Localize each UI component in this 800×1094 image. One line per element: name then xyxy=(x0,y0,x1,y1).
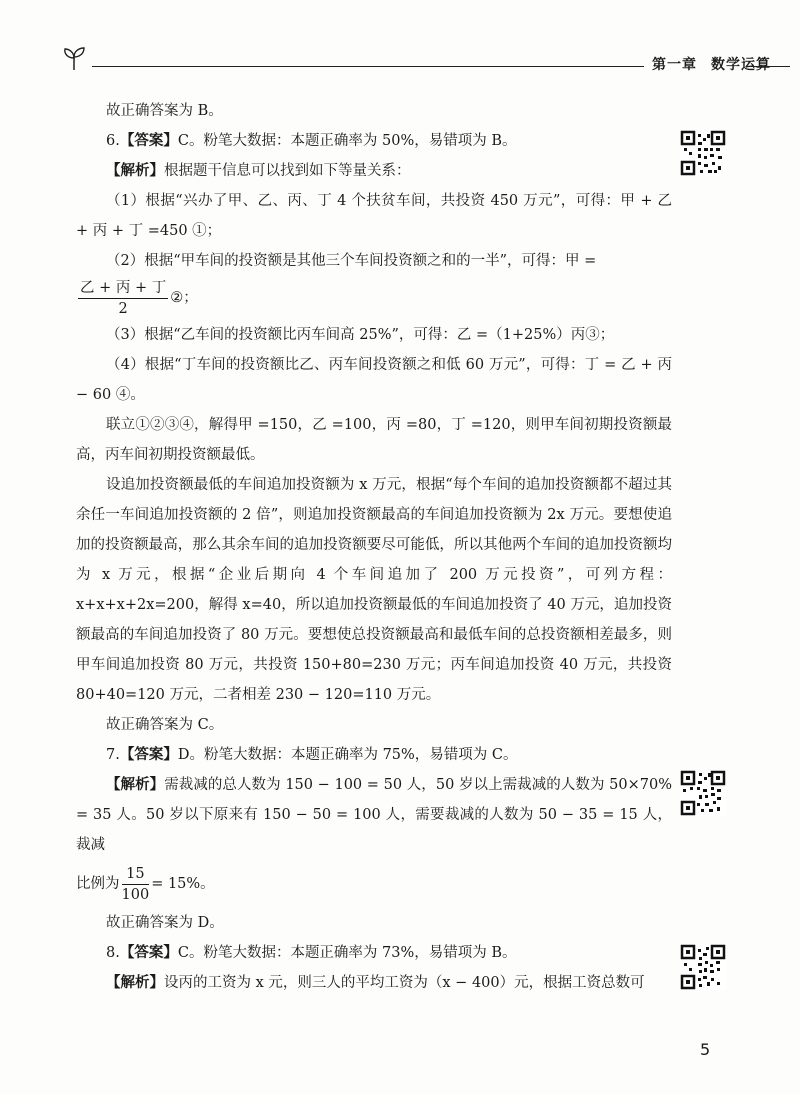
qr-code-icon[interactable] xyxy=(680,770,726,816)
page-header xyxy=(60,44,790,74)
q7-final: 故正确答案为 D。 xyxy=(106,915,224,931)
q8-explanation: 【解析】设丙的工资为 x 元，则三人的平均工资为（x − 400）元，根据工资总数可 xyxy=(106,974,645,991)
q6-condition-2: （2）根据“甲车间的投资额是其他三个车间投资额之和的一半”，可得：甲 = xyxy=(106,253,597,269)
answer-conclusion: 故正确答案为 B。 xyxy=(106,103,223,119)
fraction: $\frac{\text{乙 + 丙 + 丁}}{2}$ xyxy=(80,279,167,317)
q6-final: 故正确答案为 C。 xyxy=(106,717,224,733)
q8-answer: 8.【答案】C。粉笔大数据：本题正确率为 73%，易错项为 B。 xyxy=(106,944,517,961)
page-body xyxy=(76,96,672,998)
q7-explanation: 【解析】需裁减的总人数为 150 − 100 = 50 人，50 岁以上需裁减的人数为 50×70% = 35 人。50 岁以下原来有 150 − 50 = 100 人，需要裁减的人数为 50 − 35 = 15 人，裁减 xyxy=(76,776,672,853)
q6-explanation: 【解析】根据题干信息可以找到如下等量关系： xyxy=(106,162,411,179)
section-title: 数学运算 xyxy=(711,57,771,73)
q6-condition-1: （1）根据“兴办了甲、乙、丙、丁 4 个扶贫车间，共投资 450 万元”，可得：甲 + 乙 + 丙 + 丁 =450 ①； xyxy=(76,193,672,239)
q6-condition-4: （4）根据“丁车间的投资额比乙、丙车间投资额之和低 60 万元”，可得：丁 = 乙 + 丙 − 60 ④。 xyxy=(76,357,672,403)
q7-answer: 7.【答案】D。粉笔大数据：本题正确率为 75%，易错项为 C。 xyxy=(106,746,518,763)
header-rule xyxy=(92,66,644,67)
q6-reasoning: 设追加投资额最低的车间追加投资额为 x 万元，根据“每个车间的追加投资额都不超过其余任一车间追加投资额的 2 倍”，则追加投资额最高的车间追加投资额为 2x 万元。要想使追加的投资额最高，那么其余车间的追加投资额要尽可能低，所以其他两个车间的追加投资额均为 x 万元，根据“企业后期向 4 个车间追加了 200 万元投资”，可列方程：x+x+x+2x=200，解得 x=40，所以追加投资额最低的车间追加投资了 40 万元，追加投资额最高的车间追加投资了 80 万元。要想使总投资额最高和最低车间的总投资额相差最多，则甲车间追加投资 80 万元，共投资 150+80=230 万元；丙车间追加投资 40 万元，共投资 80+40=120 万元，二者相差 230 − 120=110 万元。 xyxy=(76,477,672,703)
q7-ratio: 比例为 $\frac{15}{100}$ = 15%。 xyxy=(76,865,215,903)
sprout-icon xyxy=(60,44,90,74)
chapter-number: 第一章 xyxy=(652,57,697,73)
q6-condition-2-fraction: $\frac{\text{乙 + 丙 + 丁}}{2}$ ②； xyxy=(80,279,198,317)
q6-solution: 联立①②③④，解得甲 =150，乙 =100，丙 =80，丁 =120，则甲车间初期投资额最高，丙车间初期投资额最低。 xyxy=(76,417,672,463)
qr-code-icon[interactable] xyxy=(680,944,726,990)
qr-code-icon[interactable] xyxy=(680,130,726,176)
chapter-title xyxy=(652,54,785,74)
page-number: 5 xyxy=(700,1040,711,1059)
q6-answer: 6.【答案】C。粉笔大数据：本题正确率为 50%，易错项为 B。 xyxy=(106,132,517,149)
header-rule-end xyxy=(746,66,790,67)
fraction: $\frac{15}{100}$ xyxy=(121,865,150,903)
q6-condition-3: （3）根据“乙车间的投资额比丙车间高 25%”，可得：乙 =（1+25%）丙③； xyxy=(106,327,615,343)
